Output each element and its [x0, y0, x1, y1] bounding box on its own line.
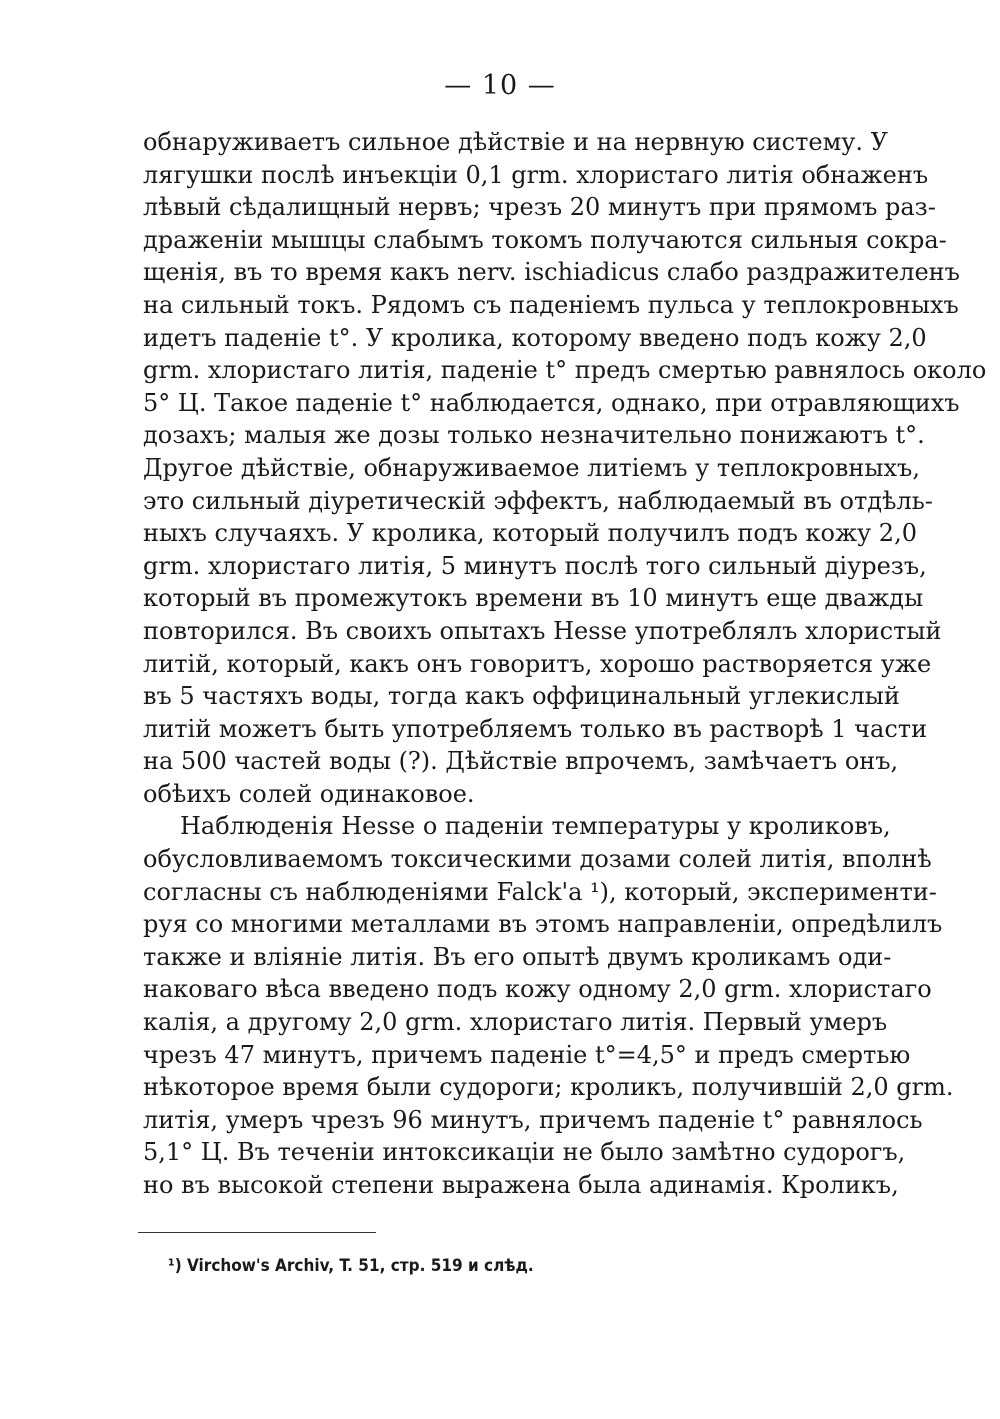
text-line: дозахъ; малыя же дозы только незначительно понижаютъ t°. [143, 421, 925, 450]
text-line: grm. хлористаго литія, 5 минутъ послѣ того сильный діурезъ, [143, 551, 927, 580]
text-line: лѣвый сѣдалищный нервъ; чрезъ 20 минутъ при прямомъ раз- [143, 193, 936, 222]
text-line: литія, умеръ чрезъ 96 минутъ, причемъ паденіе t° равнялось [143, 1105, 923, 1134]
text-line: согласны съ наблюденіями Falck'а ¹), который, эксперименти- [143, 877, 937, 906]
body-text [143, 126, 987, 1202]
paragraph-1 [143, 126, 987, 810]
text-line: который въ промежутокъ времени въ 10 минутъ еще дважды [143, 584, 924, 613]
text-line: Другое дѣйствіе, обнаруживаемое литіемъ у теплокровныхъ, [143, 453, 920, 482]
text-line: 5,1° Ц. Въ теченіи интоксикаціи не было замѣтно судорогъ, [143, 1138, 906, 1167]
text-line: идетъ паденіе t°. У кролика, которому введено подъ кожу 2,0 [143, 323, 927, 352]
text-line: обѣихъ солей одинаковое. [143, 779, 475, 808]
text-line: въ 5 частяхъ воды, тогда какъ оффицинальный углекислый [143, 682, 900, 711]
page-number: — 10 — [444, 70, 556, 101]
text-line: grm. хлористаго литія, паденіе t° предъ смертью равнялось около [143, 356, 987, 385]
text-line: литій, который, какъ онъ говоритъ, хорошо растворяется уже [143, 649, 932, 678]
text-line: руя со многими металлами въ этомъ направленіи, опредѣлилъ [143, 910, 943, 939]
text-line: Наблюденія Hesse о паденіи температуры у кроликовъ, [180, 812, 891, 841]
text-line: на 500 частей воды (?). Дѣйствіе впрочемъ, замѣчаетъ онъ, [143, 747, 899, 776]
text-line: на сильный токъ. Рядомъ съ паденіемъ пульса у теплокровныхъ [143, 290, 959, 319]
text-line: обнаруживаетъ сильное дѣйствіе и на нервную систему. У [143, 128, 888, 156]
footnote-rule [138, 1232, 376, 1233]
text-line: также и вліяніе литія. Въ его опытѣ двумъ кроликамъ оди- [143, 942, 892, 971]
paragraph-2 [143, 810, 954, 1201]
text-line: калія, а другому 2,0 grm. хлористаго литія. Первый умеръ [143, 1008, 888, 1037]
text-line: чрезъ 47 минутъ, причемъ паденіе t°=4,5° и предъ смертью [143, 1040, 911, 1069]
text-line: повторился. Въ своихъ опытахъ Hesse употреблялъ хлористый [143, 616, 942, 645]
text-line: обусловливаемомъ токсическими дозами солей литія, вполнѣ [143, 845, 932, 874]
text-line: драженіи мышцы слабымъ токомъ получаются сильныя сокра- [143, 225, 947, 254]
text-line: щенія, въ то время какъ nerv. ischiadicus слабо раздражителенъ [143, 258, 960, 287]
text-line: литій можетъ быть употребляемъ только въ растворѣ 1 части [143, 714, 928, 743]
text-line: ныхъ случаяхъ. У кролика, который получилъ подъ кожу 2,0 [143, 519, 917, 548]
text-line: нѣкоторое время были судороги; кроликъ, получившій 2,0 grm. [143, 1073, 954, 1102]
text-line: 5° Ц. Такое паденіе t° наблюдается, однако, при отравляющихъ [143, 388, 960, 417]
text-line: но въ высокой степени выражена была адинамія. Кроликъ, [143, 1171, 899, 1199]
footnote: ¹) Virchow's Archiv, T. 51, стр. 519 и слѣд. [168, 1256, 534, 1276]
text-line: наковаго вѣса введено подъ кожу одному 2,0 grm. хлористаго [143, 975, 932, 1004]
text-line: это сильный діуретическій эффектъ, наблюдаемый въ отдѣль- [143, 486, 933, 515]
text-line: лягушки послѣ инъекціи 0,1 grm. хлористаго литія обнаженъ [143, 160, 929, 189]
